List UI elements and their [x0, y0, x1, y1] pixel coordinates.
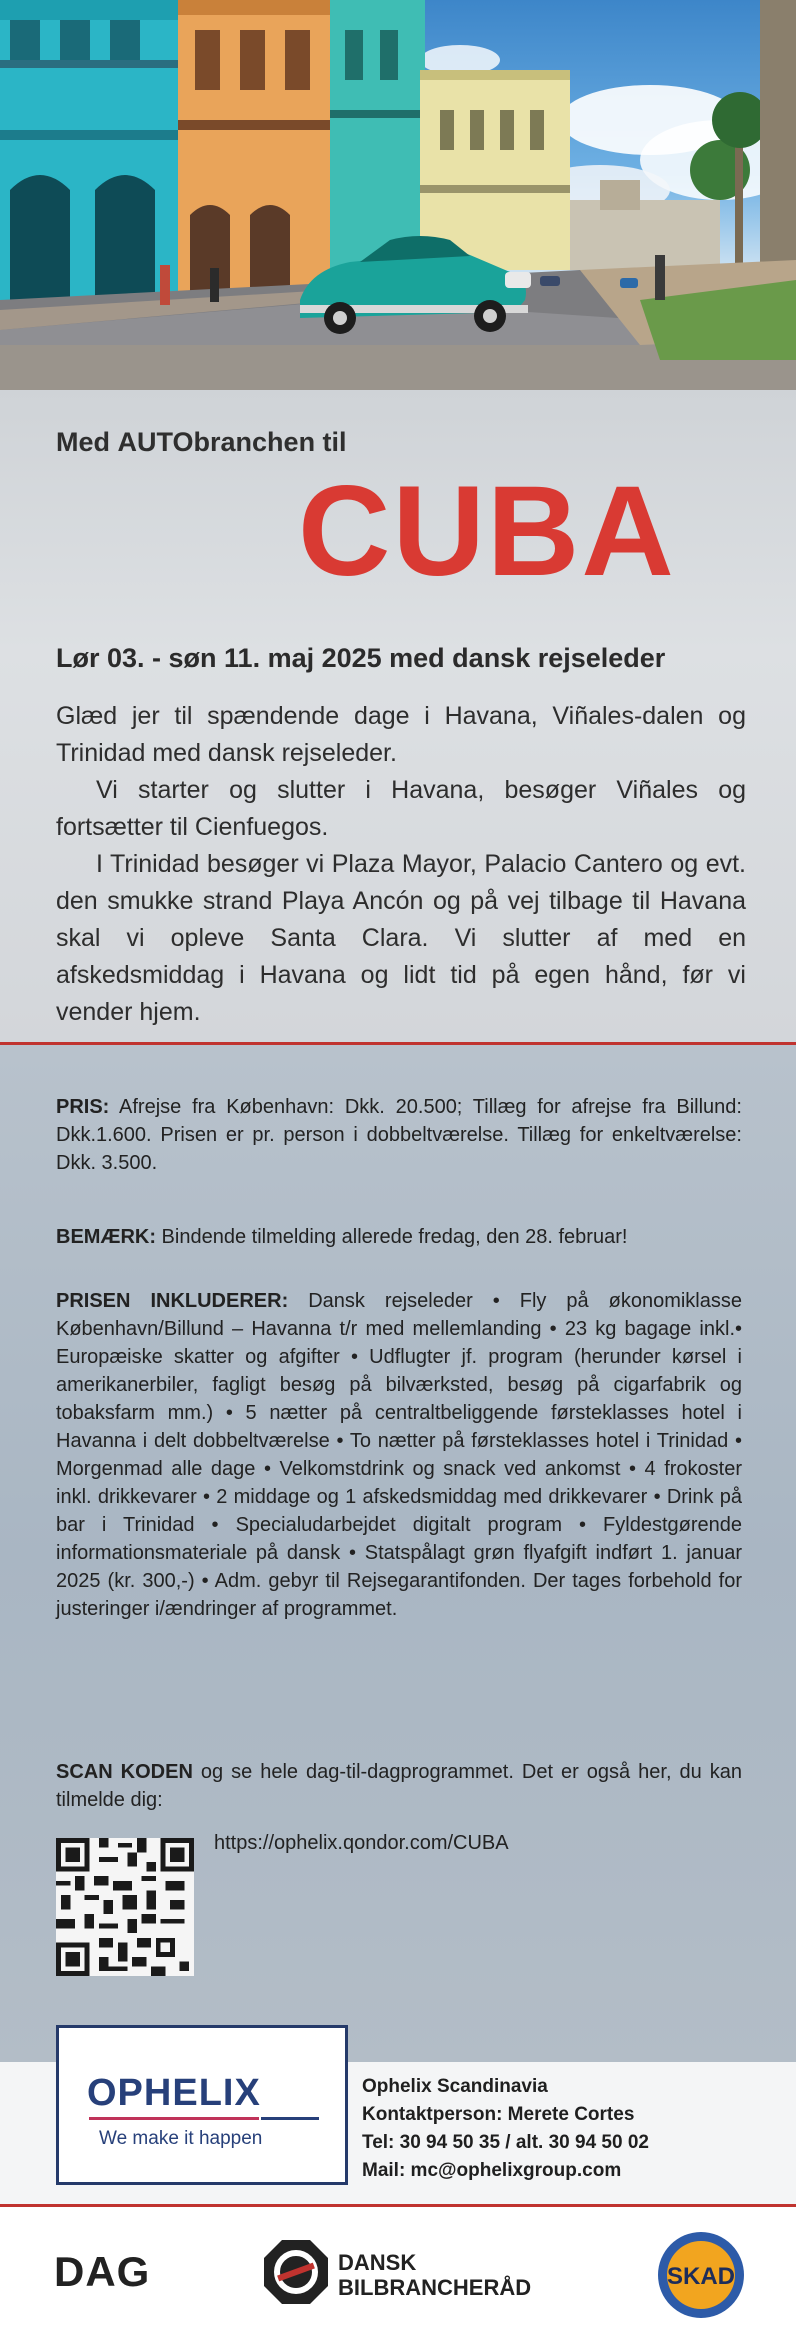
contact-person: Kontaktperson: Merete Cortes: [362, 2104, 635, 2125]
dbr-logo-text: DANSK BILBRANCHERÅD: [338, 2250, 532, 2300]
description-paragraph: I Trinidad besøger vi Plaza Mayor, Palacio Cantero og evt. den smukke strand Playa Ancón og på vej tilbage til Havana skal vi opleve Santa Clara. Vi slutter af med en afskedsmiddag i Havana og lidt tid på egen hånd, før vi vender hjem.: [56, 850, 746, 1026]
dbr-logo-mark: [262, 2238, 330, 2306]
dag-logo: DAG: [54, 2248, 151, 2295]
logo-name: OPHELIX: [87, 2072, 261, 2114]
includes-block: PRISEN INKLUDERER: Dansk rejseleder • Fly på økonomiklasse København/Billund – Havanna t/r med mellemlanding • 23 kg bagage inkl.• Europæiske skatter og afgifter • Udflugter jf. program (herunder kørsel i amerikanerbiler, fagligt besøg på bilværksted, besøg på cigarfabrik og tobaksfarm mm.) • 5 nætter på centraltbeliggende førsteklasses hotel i Havanna i delt dobbeltværelse • To nætter på førsteklasses hotel i Trinidad • Morgenmad alle dage • Velkomstdrink og snack ved ankomst • 4 frokoster inkl. drikkevarer • 2 middage og 1 afskedsmiddag med drikkevarer • Drink på bar i Trinidad • Specialudarbejdet digitalt program • Fyldestgørende informationsmateriale på dansk • Statspålagt grøn flyafgift indført 1. januar 2025 (kr. 300,-) • Adm. gebyr til Rejsegarantifonden. Der tages forbehold for justeringer i/ændringer af programmet.: [56, 1290, 742, 1620]
contact-mail: Mail: mc@ophelixgroup.com: [362, 2160, 622, 2181]
company-name: Ophelix Scandinavia: [362, 2076, 548, 2097]
scan-block: SCAN KODEN og se hele dag-til-dagprogrammet. Det er også her, du kan tilmelde dig:: [56, 1761, 742, 1811]
skad-logo-text: SKAD: [666, 2263, 736, 2290]
note-block: BEMÆRK: Bindende tilmelding allerede fredag, den 28. februar!: [56, 1226, 628, 1248]
registration-link[interactable]: https://ophelix.qondor.com/CUBA: [214, 1832, 509, 1854]
description-paragraph: Glæd jer til spændende dage i Havana, Viñales-dalen og Trinidad med dansk rejseleder.: [56, 702, 746, 767]
travel-dates: Lør 03. - søn 11. maj 2025 med dansk rejseleder: [56, 643, 666, 673]
note-label: BEMÆRK:: [56, 1226, 156, 1248]
description-paragraph: Vi starter og slutter i Havana, besøger Viñales og fortsætter til Cienfuegos.: [56, 776, 746, 841]
hero-photo: [0, 0, 796, 390]
skad-logo: [656, 2230, 746, 2320]
divider: [0, 2204, 796, 2207]
destination-title: CUBA: [298, 460, 676, 603]
scan-label: SCAN KODEN: [56, 1761, 193, 1783]
price-label: PRIS:: [56, 1096, 110, 1118]
ophelix-logo: [56, 2025, 348, 2185]
contact-phone: Tel: 30 94 50 35 / alt. 30 94 50 02: [362, 2132, 649, 2153]
qr-code[interactable]: [56, 1838, 194, 1976]
description: [56, 698, 746, 1031]
logo-tagline: We make it happen: [99, 2128, 263, 2149]
price-block: PRIS: Afrejse fra København: Dkk. 20.500; Tillæg for afrejse fra Billund: Dkk.1.600. Prisen er pr. person i dobbeltværelse. Tillæg for enkeltværelse: Dkk. 3.500.: [56, 1096, 742, 1174]
includes-label: PRISEN INKLUDERER:: [56, 1290, 289, 1312]
contact-block: [362, 2073, 649, 2185]
intro-line: Med AUTObranchen til: [56, 427, 347, 457]
